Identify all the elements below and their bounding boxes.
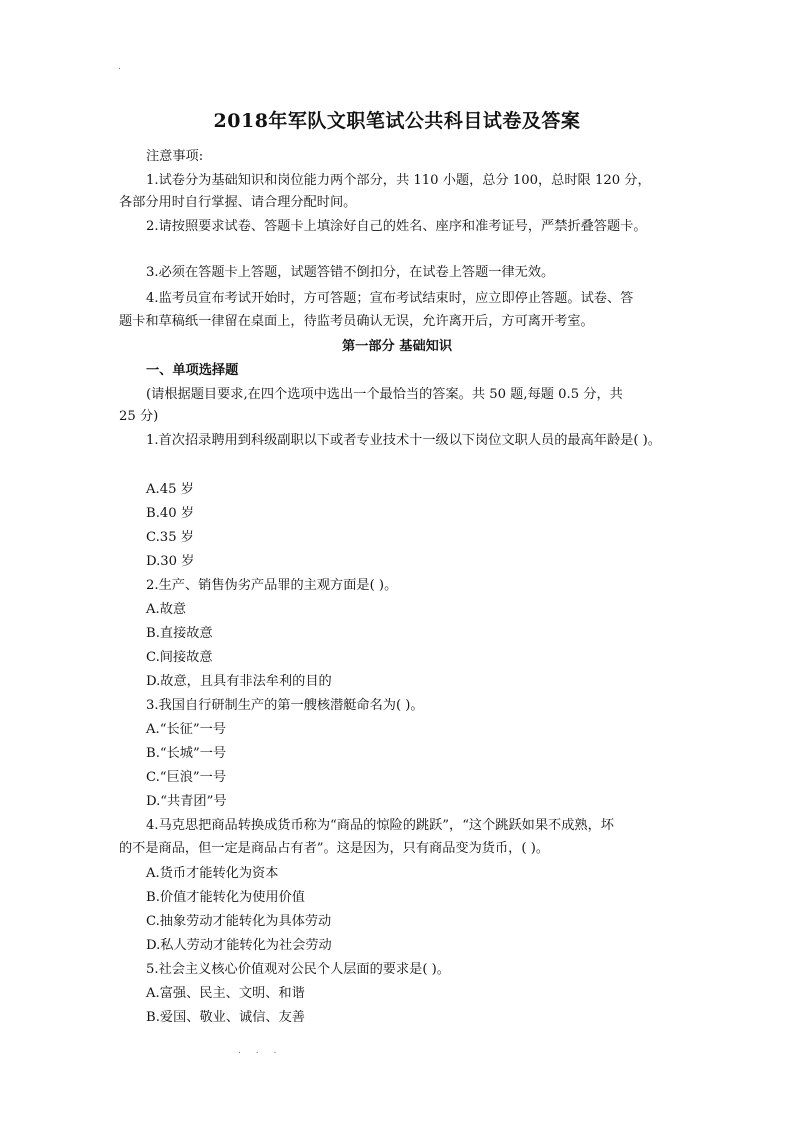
question-option: A.货币才能转化为资本 <box>146 866 279 881</box>
question-option: D.30 岁 <box>146 554 195 569</box>
question-stem: 的不是商品，但一定是商品占有者”。这是因为，只有商品变为货币，( )。 <box>119 841 550 856</box>
question-option: C.“巨浪”一号 <box>146 770 227 785</box>
question-option: C.间接故意 <box>146 650 213 665</box>
question-stem: 4.马克思把商品转换成货币称为“商品的惊险的跳跃”，“这个跳跃如果不成熟，坏 <box>146 818 614 833</box>
question-option: D.“共青团”号 <box>146 794 227 809</box>
section-instructions: (请根据题目要求,在四个选项中选出一个最恰当的答案。共 50 题,每题 0.5 分，共 <box>146 387 623 402</box>
question-option: A.故意 <box>146 602 187 617</box>
question-stem: 3.我国自行研制生产的第一艘核潜艇命名为( )。 <box>146 698 424 713</box>
section-instructions: 25 分) <box>119 409 159 424</box>
question-option: B.“长城”一号 <box>146 746 227 761</box>
question-option: A.富强、民主、文明、和谐 <box>146 986 305 1001</box>
question-option: D.故意，且具有非法牟利的目的 <box>146 674 332 689</box>
question-option: B.40 岁 <box>146 506 195 521</box>
question-option: B.爱国、敬业、诚信、友善 <box>146 1010 305 1025</box>
question-option: C.抽象劳动才能转化为具体劳动 <box>146 914 332 929</box>
page-corner-dot: . <box>118 62 121 72</box>
question-option: B.价值才能转化为使用价值 <box>146 890 305 905</box>
notice-item: 4.监考员宣布考试开始时，方可答题；宣布考试结束时，应立即停止答题。试卷、答 <box>146 291 634 306</box>
question-option: D.私人劳动才能转化为社会劳动 <box>146 938 332 953</box>
question-stem: 2.生产、销售伪劣产品罪的主观方面是( )。 <box>146 578 398 593</box>
notice-item: 3.必须在答题卡上答题，试题答错不倒扣分，在试卷上答题一律无效。 <box>146 265 555 280</box>
page-title: 2018年军队文职笔试公共科目试卷及答案 <box>213 110 581 132</box>
notice-item: 2.请按照要求试卷、答题卡上填涂好自己的姓名、座序和准考证号，严禁折叠答题卡。 <box>146 219 647 234</box>
question-stem: 1.首次招录聘用到科级副职以下或者专业技术十一级以下岗位文职人员的最高年龄是( )。 <box>146 433 661 448</box>
question-option: A.45 岁 <box>146 482 194 497</box>
page-footer-dots: . . . <box>238 1046 283 1056</box>
notice-item: 题卡和草稿纸一律留在桌面上，待监考员确认无误，允许离开后，方可离开考室。 <box>119 314 594 329</box>
notice-item: 1.试卷分为基础知识和岗位能力两个部分，共 110 小题，总分 100，总时限 120 分， <box>146 173 651 188</box>
question-option: A.“长征”一号 <box>146 722 226 737</box>
notice-item: 各部分用时自行掌握、请合理分配时间。 <box>119 195 357 210</box>
part-title: 第一部分 基础知识 <box>341 339 453 354</box>
question-stem: 5.社会主义核心价值观对公民个人层面的要求是( )。 <box>146 962 450 977</box>
question-option: C.35 岁 <box>146 530 194 545</box>
notice-heading: 注意事项: <box>146 149 204 164</box>
section-heading: 一、单项选择题 <box>146 363 239 378</box>
question-option: B.直接故意 <box>146 626 213 641</box>
